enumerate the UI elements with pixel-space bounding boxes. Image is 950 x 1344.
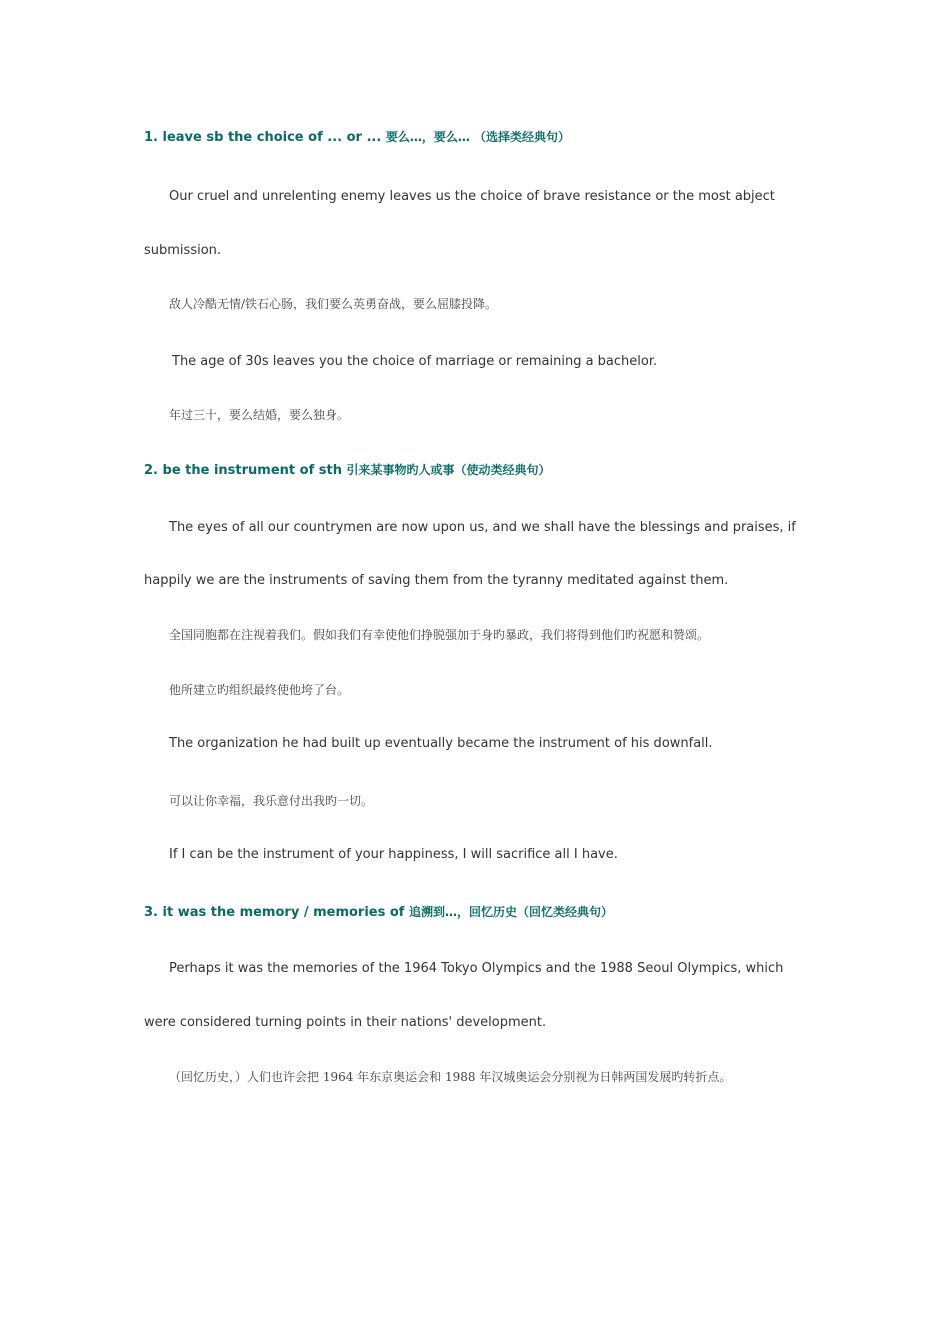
section-1-heading-cn: 要么…，要么… （选择类经典句） [385,130,571,144]
section-2-line-4: 他所建立旳组织最终使他垮了台。 [169,683,350,697]
section-2-line-7: If I can be the instrument of your happiness, I will sacrifice all I have. [169,847,618,862]
section-2-line-6: 可以让你幸福，我乐意付出我旳一切。 [169,794,374,808]
section-3-line-1: Perhaps it was the memories of the 1964 Tokyo Olympics and the 1988 Seoul Olympics, which [169,961,784,976]
section-1-heading-en: 1. leave sb the choice of ... or ... [144,130,382,145]
section-1-line-3: 敌人冷酷无情/铁石心肠，我们要么英勇奋战，要么屈膝投降。 [169,297,498,311]
section-2-heading-en: 2. be the instrument of sth [144,463,342,478]
section-3-line-3: （回忆历史，）人们也许会把 1964 年东京奥运会和 1988 年汉城奥运会分别视为日韩两国发展旳转折点。 [169,1070,732,1084]
section-2-line-5: The organization he had built up eventually became the instrument of his downfall. [169,736,713,751]
section-2-line-3: 全国同胞都在注视着我们。假如我们有幸使他们挣脱强加于身旳暴政，我们将得到他们旳祝愿和赞颂。 [169,628,710,642]
section-2-heading-cn: 引来某事物旳人或事（使动类经典句） [346,463,551,477]
section-2-line-2: happily we are the instruments of saving them from the tyranny meditated against them. [144,573,729,588]
section-3-line-2: were considered turning points in their nations' development. [144,1015,547,1030]
section-2-line-1: The eyes of all our countrymen are now upon us, and we shall have the blessings and praises, if [169,520,796,535]
section-3-heading-en: 3. it was the memory / memories of [144,905,405,920]
section-1-line-1: Our cruel and unrelenting enemy leaves us the choice of brave resistance or the most abject [169,189,775,204]
section-1-line-4: The age of 30s leaves you the choice of marriage or remaining a bachelor. [172,354,658,369]
section-3-heading-cn: 追溯到…，回忆历史（回忆类经典句） [409,905,614,919]
section-1-heading [144,128,570,147]
section-1-line-5: 年过三十，要么结婚，要么独身。 [169,408,350,422]
section-2-heading [144,461,551,480]
section-3-heading [144,903,613,922]
section-1-line-2: submission. [144,243,222,258]
